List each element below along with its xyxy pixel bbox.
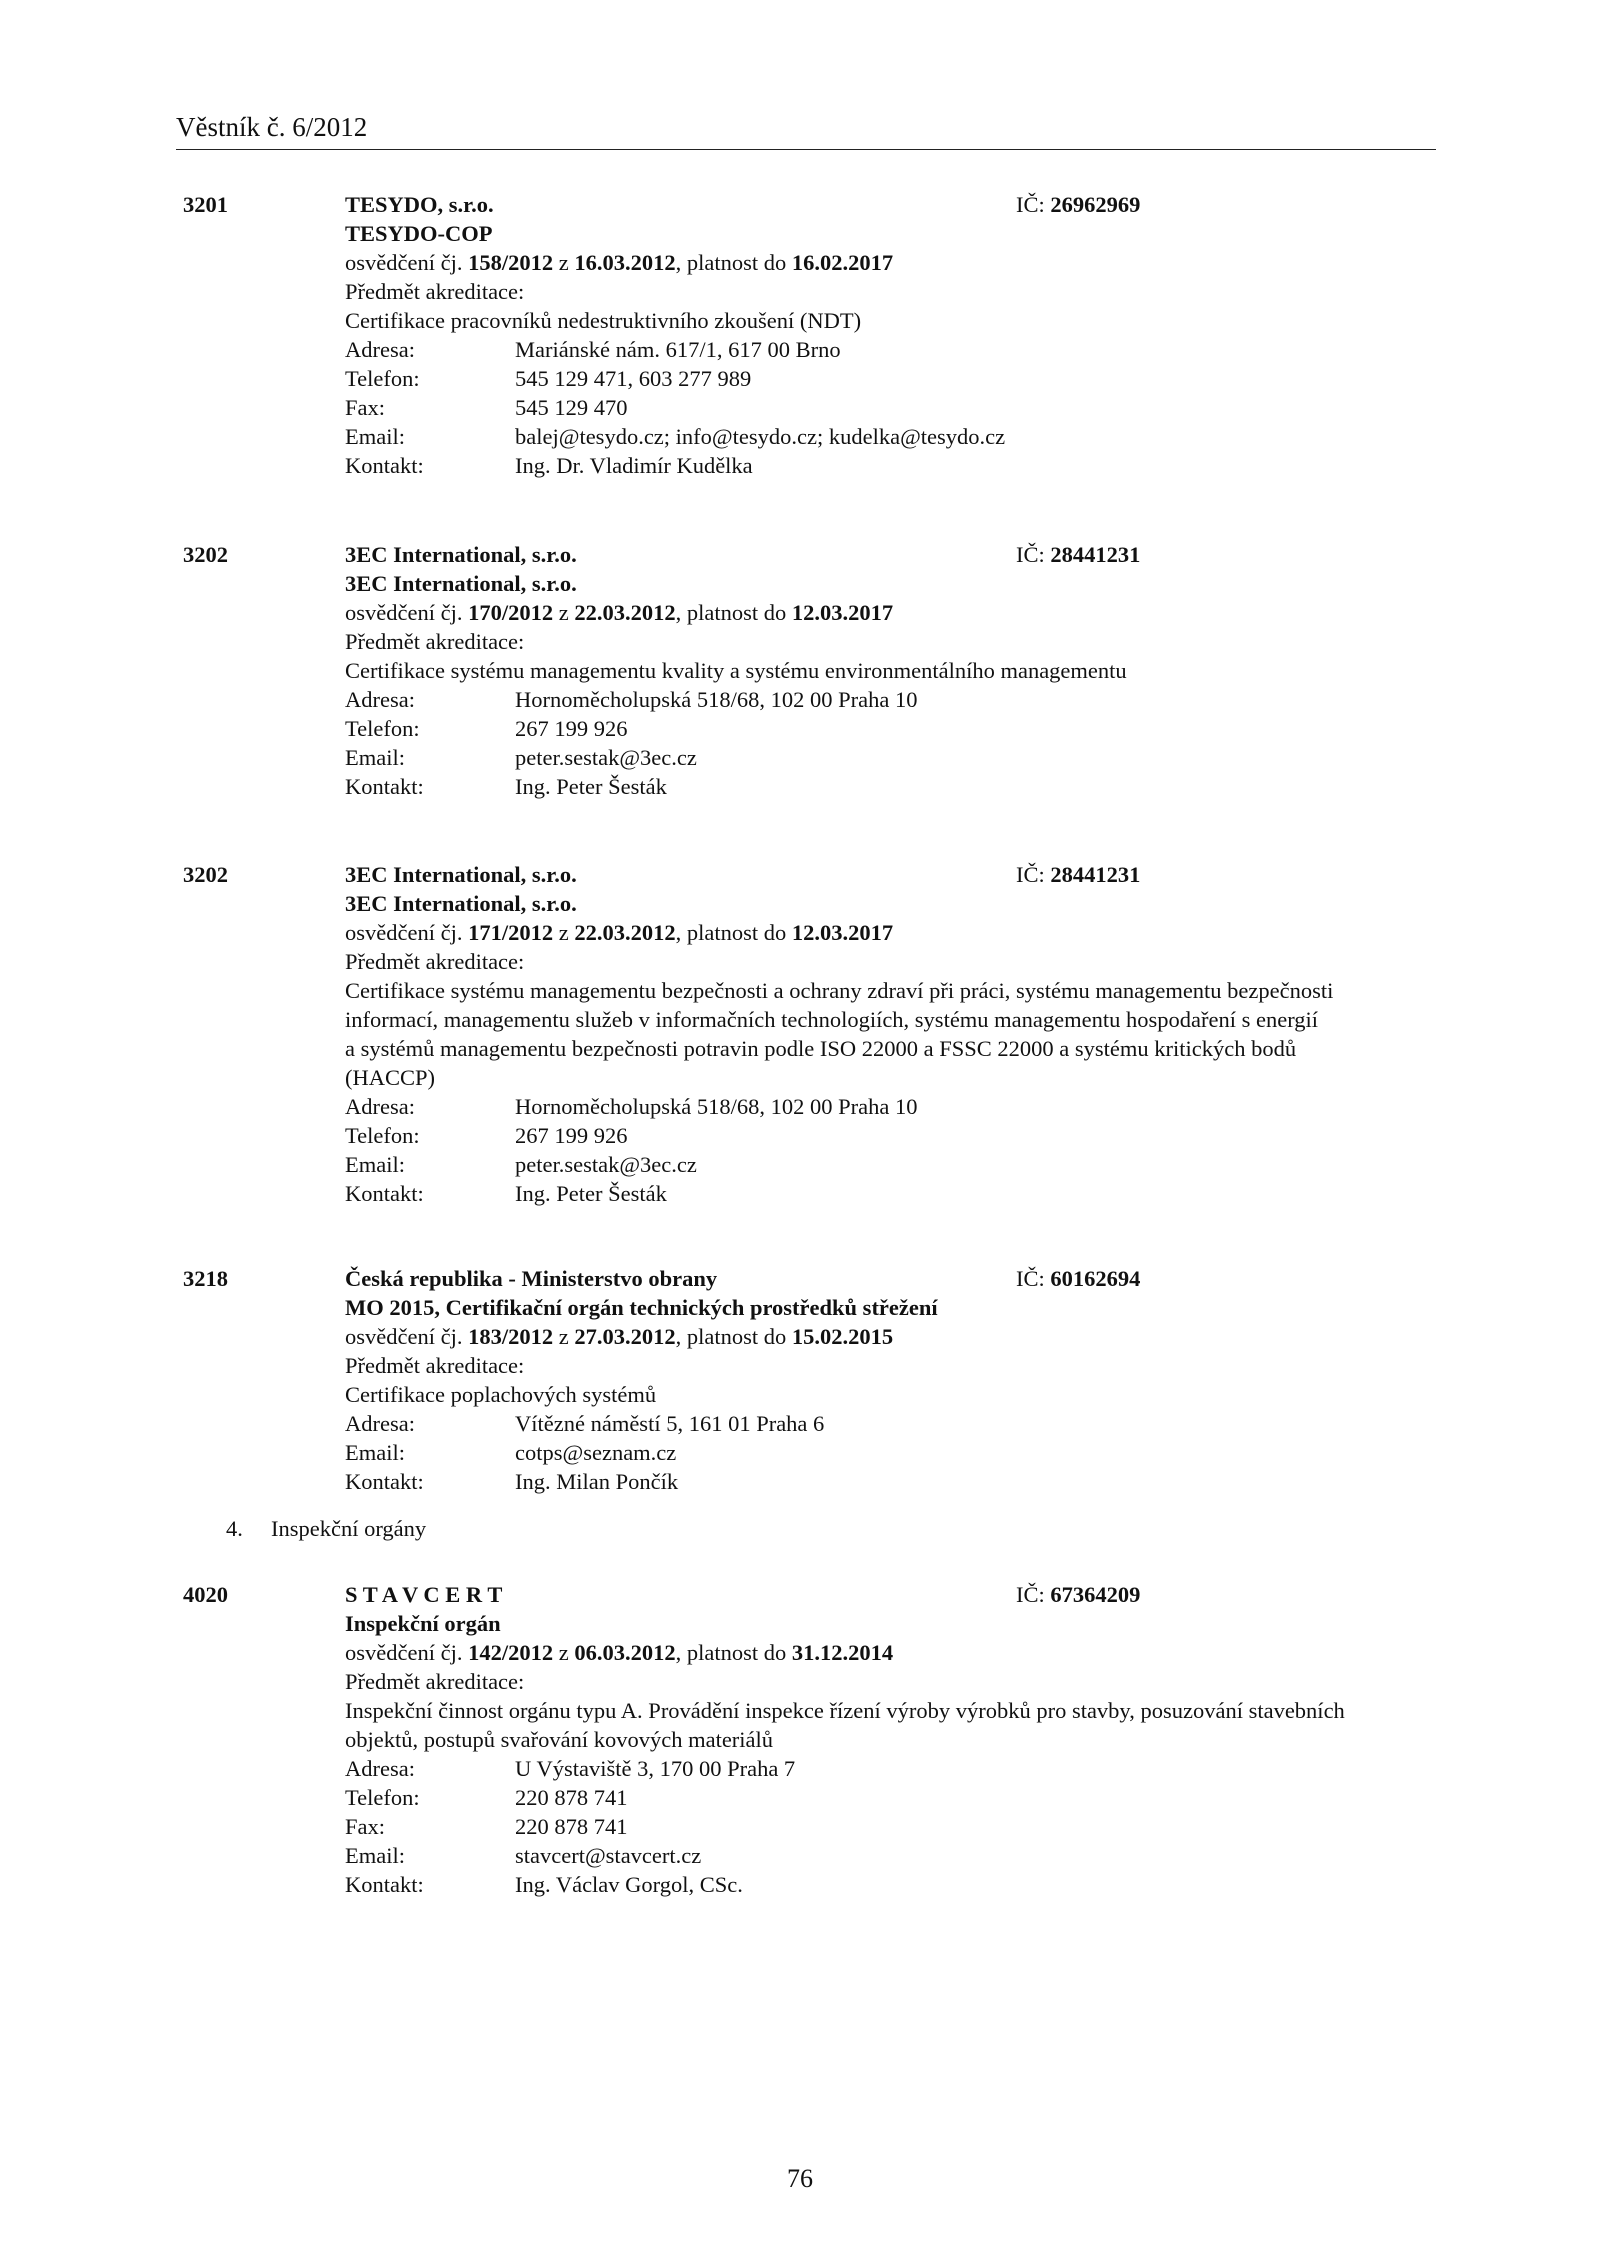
contact-value: Ing. Peter Šesták — [515, 1181, 667, 1206]
validity-label: , platnost do — [675, 250, 787, 275]
contact-label: Kontakt: — [345, 1872, 424, 1897]
organization-name: S T A V C E R T — [345, 1582, 503, 1607]
phone-value: 220 878 741 — [515, 1785, 628, 1810]
page-number: 76 — [787, 2164, 813, 2193]
accreditation-subject-text: (HACCP) — [345, 1065, 436, 1090]
accreditation-subject-text: Certifikace systému managementu kvality a systému environmentálního managementu — [345, 658, 1127, 683]
organization-subname: 3EC International, s.r.o. — [345, 571, 577, 596]
accreditation-subject-text: informací, managementu služeb v informačních technologiích, systému managementu hospodaření s energií — [345, 1007, 1319, 1032]
address-label: Adresa: — [345, 337, 415, 362]
email-row — [345, 422, 1440, 451]
phone-label: Telefon: — [345, 1785, 420, 1810]
validity-date: 12.03.2017 — [791, 600, 894, 625]
address-value: Vítězné náměstí 5, 161 01 Praha 6 — [515, 1411, 825, 1436]
contact-row — [345, 1467, 1440, 1496]
ic-value: 28441231 — [1050, 542, 1141, 567]
page-footer — [0, 2164, 1600, 2194]
organization-subname: Inspekční orgán — [345, 1611, 501, 1636]
certificate-date: 16.03.2012 — [574, 250, 676, 275]
email-value: peter.sestak@3ec.cz — [515, 1152, 697, 1177]
fax-row — [345, 1812, 1440, 1841]
accreditation-subject-label: Předmět akreditace: — [345, 629, 525, 654]
certificate-number: 170/2012 — [468, 600, 554, 625]
phone-label: Telefon: — [345, 1123, 420, 1148]
certificate-prefix: osvědčení čj. — [345, 600, 463, 625]
address-value: Mariánské nám. 617/1, 617 00 Brno — [515, 337, 841, 362]
fax-label: Fax: — [345, 1814, 386, 1839]
certificate-from: z — [558, 250, 569, 275]
organization-name: 3EC International, s.r.o. — [345, 862, 577, 887]
certificate-date: 22.03.2012 — [574, 600, 676, 625]
accreditation-subject-label: Předmět akreditace: — [345, 1669, 525, 1694]
validity-label: , platnost do — [675, 1324, 787, 1349]
ic-value: 26962969 — [1050, 192, 1141, 217]
ic-label: IČ: — [1016, 192, 1045, 217]
address-label: Adresa: — [345, 1094, 415, 1119]
address-row — [345, 335, 1440, 364]
entry-body — [345, 540, 1440, 801]
phone-row — [345, 364, 1440, 393]
address-row — [345, 685, 1440, 714]
phone-row — [345, 1783, 1440, 1812]
certificate-number: 142/2012 — [468, 1640, 554, 1665]
certificate-number: 158/2012 — [468, 250, 554, 275]
certificate-prefix: osvědčení čj. — [345, 1324, 463, 1349]
accreditation-subject-text: a systémů managementu bezpečnosti potravin podle ISO 22000 a FSSC 22000 a systému kritických bodů — [345, 1036, 1297, 1061]
contact-label: Kontakt: — [345, 774, 424, 799]
journal-title: Věstník č. 6/2012 — [176, 112, 368, 142]
accreditation-subject-text: objektů, postupů svařování kovových materiálů — [345, 1727, 774, 1752]
address-value: U Výstaviště 3, 170 00 Praha 7 — [515, 1756, 796, 1781]
accreditation-subject-text: Inspekční činnost orgánu typu A. Provádění inspekce řízení výroby výrobků pro stavby, posuzování stavebních — [345, 1698, 1345, 1723]
organization-name: 3EC International, s.r.o. — [345, 542, 577, 567]
certificate-date: 22.03.2012 — [574, 920, 676, 945]
email-label: Email: — [345, 424, 405, 449]
ic-label: IČ: — [1016, 1582, 1045, 1607]
email-value: balej@tesydo.cz; info@tesydo.cz; kudelka@tesydo.cz — [515, 424, 1006, 449]
fax-value: 545 129 470 — [515, 395, 628, 420]
ic-label: IČ: — [1016, 542, 1045, 567]
certificate-date: 27.03.2012 — [574, 1324, 676, 1349]
entry-body — [345, 1264, 1440, 1496]
certificate-line — [345, 918, 1440, 947]
certificate-from: z — [558, 1640, 569, 1665]
ic-value: 60162694 — [1050, 1266, 1141, 1291]
email-row — [345, 1841, 1440, 1870]
phone-label: Telefon: — [345, 366, 420, 391]
entry-number: 3202 — [183, 542, 228, 567]
email-value: cotps@seznam.cz — [515, 1440, 677, 1465]
phone-row — [345, 714, 1440, 743]
contact-value: Ing. Dr. Vladimír Kudělka — [515, 453, 753, 478]
accreditation-subject-text: Certifikace poplachových systémů — [345, 1382, 657, 1407]
certificate-line — [345, 248, 1440, 277]
entry-number: 3218 — [183, 1266, 228, 1291]
validity-date: 16.02.2017 — [791, 250, 894, 275]
certificate-prefix: osvědčení čj. — [345, 1640, 463, 1665]
entry-body — [345, 190, 1440, 480]
fax-row — [345, 393, 1440, 422]
section-title: Inspekční orgány — [271, 1516, 427, 1541]
validity-label: , platnost do — [675, 920, 787, 945]
phone-row — [345, 1121, 1440, 1150]
certificate-line — [345, 1638, 1440, 1667]
validity-date: 31.12.2014 — [791, 1640, 894, 1665]
email-row — [345, 1150, 1440, 1179]
phone-value: 545 129 471, 603 277 989 — [515, 366, 752, 391]
email-value: peter.sestak@3ec.cz — [515, 745, 697, 770]
validity-date: 12.03.2017 — [791, 920, 894, 945]
email-label: Email: — [345, 1843, 405, 1868]
organization-name: TESYDO, s.r.o. — [345, 192, 494, 217]
accreditation-subject-text: Certifikace pracovníků nedestruktivního zkoušení (NDT) — [345, 308, 862, 333]
organization-subname: 3EC International, s.r.o. — [345, 891, 577, 916]
email-value: stavcert@stavcert.cz — [515, 1843, 702, 1868]
entry-number: 3202 — [183, 862, 228, 887]
page-header — [176, 112, 1436, 150]
entry-number: 4020 — [183, 1582, 228, 1607]
validity-label: , platnost do — [675, 600, 787, 625]
accreditation-subject-label: Předmět akreditace: — [345, 949, 525, 974]
address-value: Hornoměcholupská 518/68, 102 00 Praha 10 — [515, 687, 918, 712]
certificate-from: z — [558, 600, 569, 625]
fax-value: 220 878 741 — [515, 1814, 628, 1839]
contact-row — [345, 451, 1440, 480]
organization-name: Česká republika - Ministerstvo obrany — [345, 1266, 718, 1291]
section-heading — [226, 1516, 426, 1542]
email-row — [345, 743, 1440, 772]
entry-body — [345, 1580, 1440, 1899]
contact-label: Kontakt: — [345, 453, 424, 478]
ic-label: IČ: — [1016, 1266, 1045, 1291]
contact-value: Ing. Václav Gorgol, CSc. — [515, 1872, 743, 1897]
ic-value: 28441231 — [1050, 862, 1141, 887]
address-row — [345, 1754, 1440, 1783]
address-label: Adresa: — [345, 1756, 415, 1781]
address-label: Adresa: — [345, 1411, 415, 1436]
fax-label: Fax: — [345, 395, 386, 420]
certificate-from: z — [558, 1324, 569, 1349]
phone-value: 267 199 926 — [515, 1123, 628, 1148]
accreditation-subject-label: Předmět akreditace: — [345, 279, 525, 304]
contact-row — [345, 1179, 1440, 1208]
email-row — [345, 1438, 1440, 1467]
validity-label: , platnost do — [675, 1640, 787, 1665]
certificate-number: 171/2012 — [468, 920, 554, 945]
accreditation-subject-text: Certifikace systému managementu bezpečnosti a ochrany zdraví při práci, systému managementu bezpečnosti — [345, 978, 1334, 1003]
phone-value: 267 199 926 — [515, 716, 628, 741]
ic-value: 67364209 — [1050, 1582, 1141, 1607]
phone-label: Telefon: — [345, 716, 420, 741]
certificate-date: 06.03.2012 — [574, 1640, 676, 1665]
contact-value: Ing. Peter Šesták — [515, 774, 667, 799]
certificate-line — [345, 598, 1440, 627]
contact-label: Kontakt: — [345, 1181, 424, 1206]
email-label: Email: — [345, 1440, 405, 1465]
ic-label: IČ: — [1016, 862, 1045, 887]
certificate-prefix: osvědčení čj. — [345, 250, 463, 275]
certificate-number: 183/2012 — [468, 1324, 554, 1349]
certificate-from: z — [558, 920, 569, 945]
organization-subname: TESYDO-COP — [345, 221, 493, 246]
section-number: 4. — [226, 1516, 243, 1541]
entry-number: 3201 — [183, 192, 228, 217]
email-label: Email: — [345, 745, 405, 770]
contact-row — [345, 772, 1440, 801]
address-row — [345, 1092, 1440, 1121]
entry-body — [345, 860, 1440, 1208]
email-label: Email: — [345, 1152, 405, 1177]
address-row — [345, 1409, 1440, 1438]
contact-value: Ing. Milan Pončík — [515, 1469, 679, 1494]
organization-subname: MO 2015, Certifikační orgán technických prostředků střežení — [345, 1295, 938, 1320]
accreditation-subject-label: Předmět akreditace: — [345, 1353, 525, 1378]
contact-row — [345, 1870, 1440, 1899]
address-label: Adresa: — [345, 687, 415, 712]
certificate-line — [345, 1322, 1440, 1351]
certificate-prefix: osvědčení čj. — [345, 920, 463, 945]
contact-label: Kontakt: — [345, 1469, 424, 1494]
validity-date: 15.02.2015 — [791, 1324, 894, 1349]
address-value: Hornoměcholupská 518/68, 102 00 Praha 10 — [515, 1094, 918, 1119]
